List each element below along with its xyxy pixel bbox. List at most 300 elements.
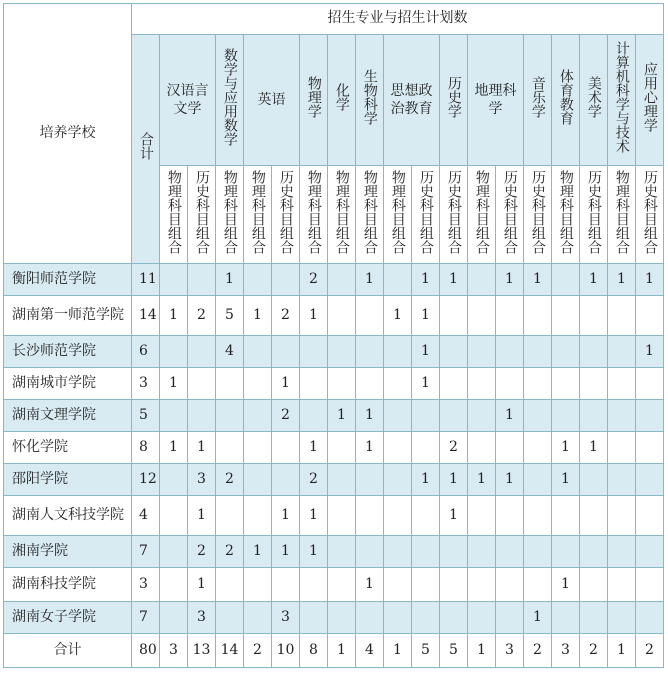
plan-count-cell: [524, 536, 552, 568]
plan-count-cell: 1: [440, 464, 468, 496]
major-header-5: [356, 35, 384, 166]
plan-count-cell: [412, 496, 440, 536]
major-label: 音乐学: [529, 76, 546, 119]
totals-row: [4, 634, 664, 668]
table-row: [4, 432, 664, 464]
plan-count-cell: [272, 568, 300, 602]
plan-count-cell: [328, 464, 356, 496]
school-name: 湖南第一师范学院: [4, 296, 132, 336]
subject-combo-header: 物理科目组合: [468, 166, 496, 264]
plan-count-cell: [608, 336, 636, 368]
plan-count-cell: [636, 536, 664, 568]
plan-count-cell: [384, 536, 412, 568]
plan-count-cell: [608, 368, 636, 400]
plan-count-cell: [384, 368, 412, 400]
column-total: 13: [188, 634, 216, 668]
school-name: 邵阳学院: [4, 464, 132, 496]
plan-count-cell: [216, 602, 244, 634]
plan-count-cell: [384, 264, 412, 296]
column-total: 5: [412, 634, 440, 668]
plan-table: [3, 3, 664, 668]
plan-count-cell: [244, 464, 272, 496]
plan-count-cell: 1: [300, 536, 328, 568]
plan-count-cell: [580, 464, 608, 496]
plan-count-cell: [412, 400, 440, 432]
plan-count-cell: [608, 602, 636, 634]
plan-count-cell: [356, 536, 384, 568]
column-total: 10: [272, 634, 300, 668]
major-header-8: [468, 35, 524, 166]
school-name: 湘南学院: [4, 536, 132, 568]
subject-combo-header: 历史科目组合: [188, 166, 216, 264]
plan-count-cell: [440, 336, 468, 368]
plan-count-cell: [524, 368, 552, 400]
plan-count-cell: [244, 602, 272, 634]
plan-count-cell: 1: [496, 400, 524, 432]
plan-count-cell: [160, 568, 188, 602]
row-total: 5: [132, 400, 160, 432]
plan-count-cell: [524, 464, 552, 496]
plan-count-cell: 1: [412, 264, 440, 296]
table-row: [4, 602, 664, 634]
plan-count-cell: [412, 602, 440, 634]
plan-count-cell: 1: [272, 368, 300, 400]
plan-count-cell: [328, 536, 356, 568]
subject-combo-header: 物理科目组合: [608, 166, 636, 264]
major-header-7: [440, 35, 468, 166]
subject-combo-header: 物理科目组合: [300, 166, 328, 264]
plan-count-cell: 1: [216, 264, 244, 296]
plan-count-cell: 2: [188, 536, 216, 568]
plan-count-cell: [272, 336, 300, 368]
plan-count-cell: 1: [412, 464, 440, 496]
plan-count-cell: 1: [384, 296, 412, 336]
major-header-0: [160, 35, 216, 166]
major-label: 汉语言文学: [166, 82, 209, 117]
plan-count-cell: [244, 432, 272, 464]
enrollment-plan-table: [3, 3, 664, 668]
subject-combo-header: 历史科目组合: [440, 166, 468, 264]
plan-count-cell: [552, 368, 580, 400]
plan-count-cell: 1: [440, 264, 468, 296]
plan-count-cell: 1: [160, 368, 188, 400]
plan-count-cell: [328, 296, 356, 336]
plan-count-cell: [440, 368, 468, 400]
plan-count-cell: 1: [496, 264, 524, 296]
plan-count-cell: [468, 568, 496, 602]
plan-count-cell: 3: [188, 602, 216, 634]
plan-count-cell: [356, 336, 384, 368]
column-total: 2: [524, 634, 552, 668]
plan-count-cell: 1: [356, 400, 384, 432]
plan-count-cell: [216, 496, 244, 536]
column-total: 2: [580, 634, 608, 668]
plan-count-cell: [580, 368, 608, 400]
plan-count-cell: [244, 400, 272, 432]
plan-count-cell: 1: [356, 432, 384, 464]
plan-count-cell: 2: [440, 432, 468, 464]
plan-count-cell: 1: [160, 296, 188, 336]
major-header-1: [216, 35, 244, 166]
plan-count-cell: [384, 336, 412, 368]
column-total: 1: [328, 634, 356, 668]
plan-count-cell: 1: [272, 496, 300, 536]
plan-count-cell: [468, 296, 496, 336]
plan-count-cell: [384, 464, 412, 496]
column-total: 1: [384, 634, 412, 668]
major-label: 应用心理学: [641, 62, 658, 133]
plan-count-cell: [356, 296, 384, 336]
plan-count-cell: [552, 336, 580, 368]
plan-count-cell: [636, 296, 664, 336]
plan-count-cell: [636, 432, 664, 464]
plan-count-cell: [636, 602, 664, 634]
plan-count-cell: [160, 264, 188, 296]
plan-count-cell: 1: [160, 432, 188, 464]
plan-count-cell: [160, 496, 188, 536]
plan-count-cell: [188, 336, 216, 368]
table-row: [4, 296, 664, 336]
plan-count-cell: 1: [580, 264, 608, 296]
plan-count-cell: [636, 496, 664, 536]
plan-count-cell: [468, 496, 496, 536]
plan-count-cell: [216, 568, 244, 602]
plan-count-cell: [636, 400, 664, 432]
plan-count-cell: [244, 264, 272, 296]
plan-count-cell: 1: [244, 536, 272, 568]
column-total: 1: [608, 634, 636, 668]
plan-count-cell: 1: [524, 602, 552, 634]
row-total: 6: [132, 336, 160, 368]
plan-count-cell: [608, 464, 636, 496]
subject-combo-header: 历史科目组合: [272, 166, 300, 264]
plan-count-cell: [244, 336, 272, 368]
plan-count-cell: [300, 368, 328, 400]
plan-count-cell: 1: [580, 432, 608, 464]
plan-count-cell: [328, 602, 356, 634]
plan-count-cell: [356, 464, 384, 496]
plan-count-cell: [580, 568, 608, 602]
plan-count-cell: 1: [412, 296, 440, 336]
plan-count-cell: [552, 602, 580, 634]
plan-count-cell: [440, 568, 468, 602]
plan-count-cell: [552, 496, 580, 536]
plan-count-cell: [608, 432, 636, 464]
major-header-4: [328, 35, 356, 166]
school-name: 湖南文理学院: [4, 400, 132, 432]
plan-count-cell: [580, 400, 608, 432]
subject-combo-header: 物理科目组合: [328, 166, 356, 264]
school-name: 湖南女子学院: [4, 602, 132, 634]
plan-count-cell: [216, 400, 244, 432]
plan-count-cell: 1: [412, 336, 440, 368]
plan-count-cell: 2: [300, 464, 328, 496]
plan-count-cell: [160, 400, 188, 432]
plan-count-cell: 2: [188, 296, 216, 336]
table-row: [4, 336, 664, 368]
subject-combo-header: 物理科目组合: [216, 166, 244, 264]
major-label: 美术学: [585, 76, 602, 119]
plan-count-cell: 1: [300, 432, 328, 464]
plan-count-cell: [328, 264, 356, 296]
major-label: 体育教育: [557, 69, 574, 126]
major-header-2: [244, 35, 300, 166]
plan-count-cell: [468, 400, 496, 432]
plan-count-cell: 3: [188, 464, 216, 496]
plan-count-cell: [496, 496, 524, 536]
major-header-11: [580, 35, 608, 166]
plan-count-cell: [636, 464, 664, 496]
table-row: [4, 400, 664, 432]
plan-count-cell: 1: [468, 464, 496, 496]
table-row: [4, 496, 664, 536]
plan-count-cell: [608, 568, 636, 602]
plan-count-cell: [496, 602, 524, 634]
plan-count-cell: [608, 296, 636, 336]
plan-count-cell: [160, 464, 188, 496]
plan-count-cell: [496, 296, 524, 336]
plan-count-cell: 1: [328, 400, 356, 432]
plan-count-cell: [552, 536, 580, 568]
plan-count-cell: [496, 432, 524, 464]
plan-count-cell: [300, 568, 328, 602]
plan-count-cell: 5: [216, 296, 244, 336]
plan-count-cell: [216, 368, 244, 400]
major-label: 计算机科学与技术: [613, 41, 630, 154]
plan-count-cell: 2: [216, 536, 244, 568]
column-total: 3: [552, 634, 580, 668]
plan-count-cell: [188, 400, 216, 432]
plan-count-cell: [580, 336, 608, 368]
plan-count-cell: [580, 602, 608, 634]
major-label: 思想政治教育: [390, 82, 433, 117]
major-label: 化学: [333, 83, 350, 112]
column-total: 2: [636, 634, 664, 668]
plan-count-cell: 2: [272, 296, 300, 336]
plan-count-cell: [580, 496, 608, 536]
column-total: 3: [160, 634, 188, 668]
major-header-10: [552, 35, 580, 166]
totals-label: 合计: [4, 634, 132, 668]
plan-count-cell: [468, 432, 496, 464]
subject-combo-header: 历史科目组合: [524, 166, 552, 264]
column-total: 3: [496, 634, 524, 668]
subject-combo-header: 物理科目组合: [244, 166, 272, 264]
plan-count-cell: [272, 432, 300, 464]
plan-count-cell: [440, 602, 468, 634]
row-total: 3: [132, 568, 160, 602]
plan-count-cell: 1: [188, 496, 216, 536]
school-name: 长沙师范学院: [4, 336, 132, 368]
plan-count-cell: [608, 400, 636, 432]
column-total: 1: [468, 634, 496, 668]
school-name: 衡阳师范学院: [4, 264, 132, 296]
plan-count-cell: [272, 464, 300, 496]
plan-count-cell: 1: [188, 568, 216, 602]
plan-count-cell: [328, 336, 356, 368]
major-label: 物理学: [305, 76, 322, 119]
plan-count-cell: 2: [216, 464, 244, 496]
plan-count-cell: [496, 568, 524, 602]
plan-count-cell: [216, 432, 244, 464]
major-label: 数学与应用数学: [221, 48, 238, 147]
plan-count-cell: [524, 400, 552, 432]
subject-combo-header: 物理科目组合: [356, 166, 384, 264]
major-header-13: [636, 35, 664, 166]
major-header-12: [608, 35, 636, 166]
plan-count-cell: [524, 432, 552, 464]
plan-count-cell: [384, 400, 412, 432]
plan-count-cell: 1: [188, 432, 216, 464]
plan-count-cell: [636, 568, 664, 602]
plan-count-cell: 1: [636, 336, 664, 368]
plan-count-cell: [496, 336, 524, 368]
plan-count-cell: [440, 400, 468, 432]
plan-count-cell: [244, 368, 272, 400]
plan-count-cell: 1: [272, 536, 300, 568]
plan-count-cell: [580, 536, 608, 568]
plan-count-cell: [328, 496, 356, 536]
plan-count-cell: [468, 264, 496, 296]
major-header-6: [384, 35, 440, 166]
major-label: 生物科学: [361, 69, 378, 126]
plan-count-cell: [552, 296, 580, 336]
row-total: 7: [132, 602, 160, 634]
plan-count-cell: [356, 602, 384, 634]
major-label: 英语: [257, 91, 286, 108]
plan-count-cell: [244, 496, 272, 536]
plan-count-cell: [384, 602, 412, 634]
plan-count-cell: [524, 296, 552, 336]
plan-count-cell: [636, 368, 664, 400]
plan-count-cell: 1: [636, 264, 664, 296]
subject-combo-header: 历史科目组合: [580, 166, 608, 264]
plan-count-cell: [300, 336, 328, 368]
major-label: 地理科学: [474, 82, 517, 117]
plan-count-cell: [468, 536, 496, 568]
plan-count-cell: [160, 536, 188, 568]
column-total: 2: [244, 634, 272, 668]
plan-count-cell: 1: [552, 432, 580, 464]
table-row: [4, 368, 664, 400]
plan-count-cell: 1: [608, 264, 636, 296]
plan-count-cell: [440, 536, 468, 568]
plan-count-cell: [468, 336, 496, 368]
plan-count-cell: [580, 296, 608, 336]
plan-count-cell: [300, 400, 328, 432]
school-name: 湖南城市学院: [4, 368, 132, 400]
plan-count-cell: 1: [356, 568, 384, 602]
plan-count-cell: [496, 536, 524, 568]
plan-count-cell: [272, 264, 300, 296]
plan-count-cell: [496, 368, 524, 400]
table-row: [4, 264, 664, 296]
plan-count-cell: [524, 336, 552, 368]
plan-count-cell: [160, 602, 188, 634]
plan-count-cell: 4: [216, 336, 244, 368]
plan-count-cell: [328, 368, 356, 400]
subject-combo-header: 物理科目组合: [552, 166, 580, 264]
plan-count-cell: 1: [244, 296, 272, 336]
row-total: 8: [132, 432, 160, 464]
plan-count-cell: [412, 568, 440, 602]
table-row: [4, 464, 664, 496]
school-name: 湖南科技学院: [4, 568, 132, 602]
plan-count-cell: 3: [272, 602, 300, 634]
plan-count-cell: [608, 496, 636, 536]
plan-count-cell: [328, 568, 356, 602]
top-title: 招生专业与招生计划数: [132, 4, 664, 35]
school-name: 湖南人文科技学院: [4, 496, 132, 536]
plan-count-cell: 1: [440, 496, 468, 536]
plan-count-cell: [412, 432, 440, 464]
plan-count-cell: 1: [300, 496, 328, 536]
column-total: 5: [440, 634, 468, 668]
school-column-header: 培养学校: [4, 4, 132, 264]
plan-count-cell: [160, 336, 188, 368]
plan-count-cell: [188, 264, 216, 296]
plan-count-cell: [608, 536, 636, 568]
row-total: 3: [132, 368, 160, 400]
column-total: 4: [356, 634, 384, 668]
plan-count-cell: 2: [300, 264, 328, 296]
row-total: 11: [132, 264, 160, 296]
plan-count-cell: [440, 296, 468, 336]
plan-count-cell: 1: [552, 568, 580, 602]
table-row: [4, 536, 664, 568]
subject-combo-header: 物理科目组合: [160, 166, 188, 264]
column-total: 14: [216, 634, 244, 668]
school-name: 怀化学院: [4, 432, 132, 464]
plan-count-cell: 1: [356, 264, 384, 296]
plan-count-cell: [356, 368, 384, 400]
subject-combo-header: 历史科目组合: [496, 166, 524, 264]
plan-count-cell: [524, 568, 552, 602]
row-total: 4: [132, 496, 160, 536]
plan-count-cell: [412, 536, 440, 568]
plan-count-cell: [384, 496, 412, 536]
plan-count-cell: [356, 496, 384, 536]
subject-combo-header: 历史科目组合: [636, 166, 664, 264]
plan-count-cell: [552, 264, 580, 296]
row-total: 14: [132, 296, 160, 336]
table-row: [4, 568, 664, 602]
major-header-3: [300, 35, 328, 166]
subject-combo-header: 历史科目组合: [412, 166, 440, 264]
plan-count-cell: [524, 496, 552, 536]
plan-count-cell: [328, 432, 356, 464]
plan-count-cell: 1: [552, 464, 580, 496]
plan-count-cell: 2: [272, 400, 300, 432]
row-total: 7: [132, 536, 160, 568]
plan-count-cell: [244, 568, 272, 602]
plan-count-cell: [384, 568, 412, 602]
plan-count-cell: 1: [412, 368, 440, 400]
plan-count-cell: [468, 368, 496, 400]
subject-combo-header: 物理科目组合: [384, 166, 412, 264]
plan-count-cell: [384, 432, 412, 464]
plan-count-cell: [552, 400, 580, 432]
major-label: 历史学: [445, 76, 462, 119]
major-header-9: [524, 35, 552, 166]
column-total: 8: [300, 634, 328, 668]
grand-total: 80: [132, 634, 160, 668]
plan-count-cell: [300, 602, 328, 634]
plan-count-cell: 1: [496, 464, 524, 496]
plan-count-cell: [468, 602, 496, 634]
plan-count-cell: [188, 368, 216, 400]
row-total: 12: [132, 464, 160, 496]
